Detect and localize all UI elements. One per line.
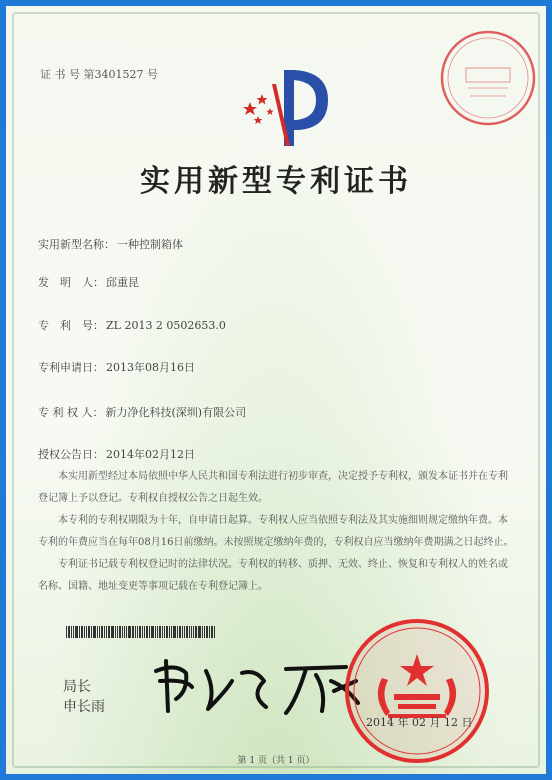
barcode-bar [198, 626, 201, 638]
barcode-bar [124, 626, 125, 638]
signer-name: 申长雨 [63, 699, 105, 715]
field-value: ZL 2013 2 0502653.0 [106, 319, 226, 332]
barcode-bar [195, 626, 197, 638]
barcode-bar [171, 626, 172, 638]
page-title: 实用新型专利证书 [140, 164, 412, 199]
barcode-bar [75, 626, 78, 638]
barcode-bar [149, 626, 150, 638]
barcode-bar [79, 626, 80, 638]
barcode-bar [66, 626, 67, 638]
field-application-date [38, 359, 195, 375]
barcode-bar [159, 626, 161, 638]
field-value: 新力净化科技(深圳)有限公司 [105, 406, 247, 419]
barcode-bar [206, 626, 208, 638]
barcode-bar [164, 626, 165, 638]
paragraph: 本实用新型经过本局依照中华人民共和国专利法进行初步审查，决定授予专利权，颁发本证书并在专利登记簿上予以登记。专利权自授权公告之日起生效。 [38, 471, 508, 504]
barcode-bar [71, 626, 72, 638]
paragraph: 本专利的专利权期限为十年，自申请日起算。专利权人应当依照专利法及其实施细则规定缴纳年费。本专利的年费应当在每年08月16日前缴纳。未按照规定缴纳年费的，专利权自应当缴纳年费期满之日起终止。 [38, 515, 514, 548]
field-label: 授权公告日： [38, 448, 104, 461]
barcode-bar [193, 626, 194, 638]
barcode-bar [101, 626, 103, 638]
barcode-bar [191, 626, 192, 638]
barcode-bar [81, 626, 83, 638]
field-patentee [38, 404, 246, 420]
barcode-bar [182, 626, 183, 638]
page-number: 第 1 页（共 1 页） [237, 756, 315, 766]
cnipa-logo-icon [236, 62, 346, 152]
barcode-bar [73, 626, 74, 638]
barcode-bar [209, 626, 210, 638]
certificate-paper [6, 6, 546, 774]
barcode-bar [117, 626, 118, 638]
barcode-bar [99, 626, 100, 638]
barcode-bar [119, 626, 121, 638]
barcode-bar [155, 626, 156, 638]
field-value: 2013年08月16日 [106, 361, 195, 374]
barcode-bar [146, 626, 148, 638]
field-inventor [38, 274, 139, 290]
paragraph: 专利证书记载专利权登记时的法律状况。专利权的转移、质押、无效、终止、恢复和专利权人的姓名或名称、国籍、地址变更等事项记载在专利登记簿上。 [38, 559, 508, 592]
field-label: 发 明 人： [38, 276, 104, 289]
field-value: 2014年02月12日 [106, 448, 195, 461]
field-label: 专 利 权 人： [38, 406, 104, 419]
barcode-bar [115, 626, 116, 638]
barcode-bar [137, 626, 138, 638]
field-utility-name [38, 236, 183, 252]
barcode-bar [179, 626, 181, 638]
field-grant-date [38, 446, 195, 462]
barcode-bar [162, 626, 163, 638]
barcode-bar [184, 626, 185, 638]
barcode [66, 626, 296, 638]
barcode-bar [144, 626, 145, 638]
barcode-bar [173, 626, 176, 638]
barcode-bar [202, 626, 203, 638]
barcode-bar [88, 626, 90, 638]
barcode-bar [106, 626, 107, 638]
barcode-bar [68, 626, 70, 638]
barcode-bar [122, 626, 123, 638]
official-seal-icon [342, 616, 492, 766]
barcode-bar [126, 626, 127, 638]
barcode-bar [186, 626, 188, 638]
barcode-bar [97, 626, 98, 638]
field-label: 专 利 号： [38, 319, 104, 332]
barcode-bar [139, 626, 141, 638]
barcode-bar [204, 626, 205, 638]
signer-title: 局长 [63, 679, 91, 695]
barcode-bar [111, 626, 114, 638]
approval-stamp-icon [438, 28, 538, 128]
barcode-bar [177, 626, 178, 638]
barcode-bar [166, 626, 168, 638]
barcode-bar [214, 626, 215, 638]
field-patent-number [38, 317, 226, 333]
field-label: 专利申请日： [38, 361, 104, 374]
barcode-bar [93, 626, 96, 638]
barcode-bar [108, 626, 110, 638]
field-label: 实用新型名称： [38, 238, 115, 251]
barcode-bar [128, 626, 131, 638]
barcode-bar [132, 626, 134, 638]
barcode-bar [169, 626, 170, 638]
field-value: 一种控制箱体 [117, 238, 183, 251]
barcode-bar [157, 626, 158, 638]
barcode-bar [142, 626, 143, 638]
seal-date: 2014 年 02 月 12 日 [366, 716, 473, 729]
barcode-bar [151, 626, 154, 638]
barcode-bar [135, 626, 136, 638]
barcode-bar [189, 626, 190, 638]
barcode-bar [211, 626, 213, 638]
field-value: 邱重昆 [106, 276, 139, 289]
certificate-number: 证 书 号 第3401527 号 [40, 68, 158, 81]
barcode-bar [86, 626, 87, 638]
barcode-bar [84, 626, 85, 638]
barcode-bar [104, 626, 105, 638]
barcode-bar [91, 626, 92, 638]
